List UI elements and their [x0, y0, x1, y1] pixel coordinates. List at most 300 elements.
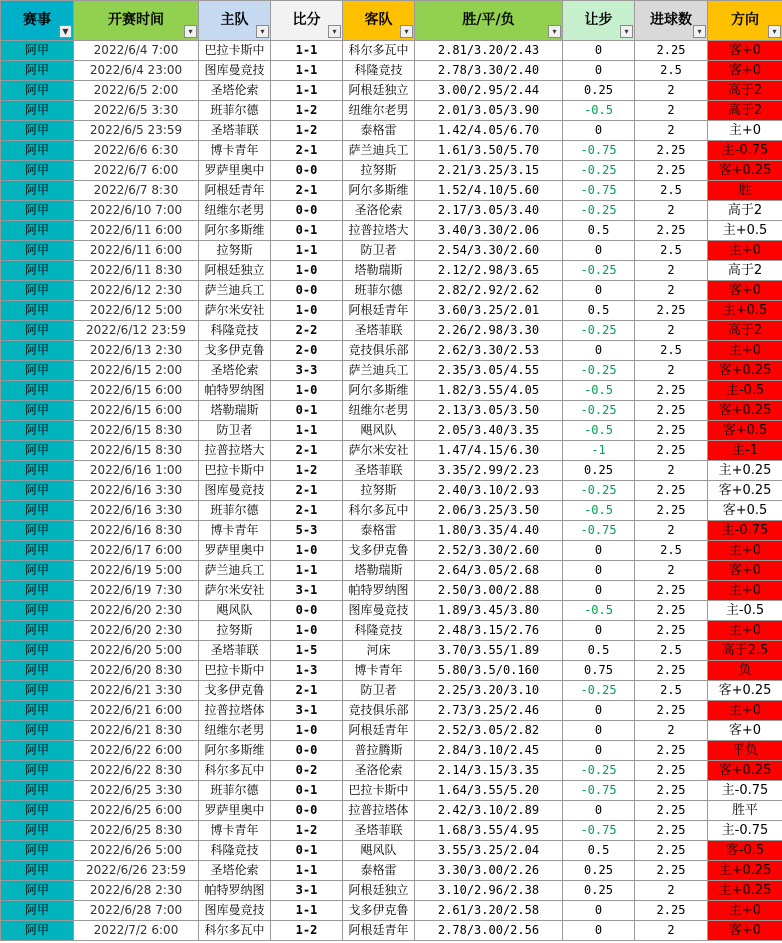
cell-direction[interactable]: 主-1	[708, 441, 782, 461]
cell-time[interactable]: 2022/7/2 6:00	[74, 921, 199, 941]
cell-direction[interactable]: 主+0	[708, 901, 782, 921]
cell-away-team[interactable]: 圣洛伦索	[343, 201, 415, 221]
cell-score[interactable]: 1-5	[271, 641, 343, 661]
cell-handicap[interactable]: -0.25	[563, 361, 635, 381]
cell-goals[interactable]: 2.25	[635, 381, 708, 401]
cell-odds[interactable]: 2.26/2.98/3.30	[415, 321, 563, 341]
cell-goals[interactable]: 2	[635, 921, 708, 941]
cell-match[interactable]: 阿甲	[1, 81, 74, 101]
cell-handicap[interactable]: -0.5	[563, 501, 635, 521]
cell-odds[interactable]: 2.81/3.20/2.43	[415, 41, 563, 61]
cell-match[interactable]: 阿甲	[1, 521, 74, 541]
cell-odds[interactable]: 2.25/3.20/3.10	[415, 681, 563, 701]
cell-direction[interactable]: 客+0	[708, 41, 782, 61]
cell-odds[interactable]: 1.42/4.05/6.70	[415, 121, 563, 141]
cell-home-team[interactable]: 博卡青年	[199, 141, 271, 161]
cell-time[interactable]: 2022/6/21 8:30	[74, 721, 199, 741]
cell-goals[interactable]: 2	[635, 281, 708, 301]
cell-goals[interactable]: 2.5	[635, 541, 708, 561]
cell-handicap[interactable]: -0.75	[563, 521, 635, 541]
cell-home-team[interactable]: 班菲尔德	[199, 781, 271, 801]
cell-goals[interactable]: 2.25	[635, 301, 708, 321]
cell-goals[interactable]: 2.5	[635, 181, 708, 201]
cell-time[interactable]: 2022/6/20 2:30	[74, 601, 199, 621]
cell-odds[interactable]: 2.05/3.40/3.35	[415, 421, 563, 441]
cell-time[interactable]: 2022/6/7 8:30	[74, 181, 199, 201]
cell-handicap[interactable]: 0.75	[563, 661, 635, 681]
cell-direction[interactable]: 主+0	[708, 541, 782, 561]
cell-home-team[interactable]: 飓风队	[199, 601, 271, 621]
cell-away-team[interactable]: 竞技俱乐部	[343, 341, 415, 361]
cell-goals[interactable]: 2.5	[635, 341, 708, 361]
cell-away-team[interactable]: 塔勒瑞斯	[343, 261, 415, 281]
cell-home-team[interactable]: 戈多伊克鲁	[199, 681, 271, 701]
cell-direction[interactable]: 高于2	[708, 201, 782, 221]
cell-time[interactable]: 2022/6/4 7:00	[74, 41, 199, 61]
cell-direction[interactable]: 高于2	[708, 101, 782, 121]
cell-time[interactable]: 2022/6/26 5:00	[74, 841, 199, 861]
cell-goals[interactable]: 2.25	[635, 501, 708, 521]
cell-odds[interactable]: 2.62/3.30/2.53	[415, 341, 563, 361]
cell-score[interactable]: 1-0	[271, 261, 343, 281]
cell-handicap[interactable]: -1	[563, 441, 635, 461]
cell-match[interactable]: 阿甲	[1, 921, 74, 941]
cell-odds[interactable]: 2.73/3.25/2.46	[415, 701, 563, 721]
cell-time[interactable]: 2022/6/15 8:30	[74, 441, 199, 461]
cell-score[interactable]: 1-2	[271, 461, 343, 481]
cell-goals[interactable]: 2.25	[635, 581, 708, 601]
cell-handicap[interactable]: -0.25	[563, 321, 635, 341]
cell-handicap[interactable]: 0	[563, 41, 635, 61]
cell-goals[interactable]: 2.25	[635, 221, 708, 241]
cell-handicap[interactable]: 0	[563, 921, 635, 941]
chevron-down-icon[interactable]: ▾	[768, 25, 781, 38]
cell-match[interactable]: 阿甲	[1, 881, 74, 901]
cell-away-team[interactable]: 拉普拉塔大	[343, 221, 415, 241]
chevron-down-icon[interactable]: ▾	[548, 25, 561, 38]
cell-home-team[interactable]: 班菲尔德	[199, 101, 271, 121]
cell-away-team[interactable]: 圣洛伦索	[343, 761, 415, 781]
cell-odds[interactable]: 1.47/4.15/6.30	[415, 441, 563, 461]
cell-score[interactable]: 2-2	[271, 321, 343, 341]
cell-match[interactable]: 阿甲	[1, 361, 74, 381]
cell-handicap[interactable]: -0.25	[563, 201, 635, 221]
filter-funnel-icon[interactable]: ▼	[59, 25, 72, 38]
cell-handicap[interactable]: 0	[563, 701, 635, 721]
cell-odds[interactable]: 2.48/3.15/2.76	[415, 621, 563, 641]
cell-match[interactable]: 阿甲	[1, 241, 74, 261]
cell-score[interactable]: 0-0	[271, 741, 343, 761]
cell-score[interactable]: 1-1	[271, 241, 343, 261]
cell-match[interactable]: 阿甲	[1, 541, 74, 561]
cell-home-team[interactable]: 巴拉卡斯中	[199, 461, 271, 481]
cell-direction[interactable]: 主-0.5	[708, 601, 782, 621]
cell-time[interactable]: 2022/6/12 23:59	[74, 321, 199, 341]
cell-handicap[interactable]: -0.5	[563, 601, 635, 621]
cell-away-team[interactable]: 阿根廷青年	[343, 301, 415, 321]
cell-time[interactable]: 2022/6/16 8:30	[74, 521, 199, 541]
cell-score[interactable]: 1-1	[271, 81, 343, 101]
cell-score[interactable]: 0-0	[271, 281, 343, 301]
cell-handicap[interactable]: -0.25	[563, 161, 635, 181]
cell-score[interactable]: 2-1	[271, 181, 343, 201]
cell-away-team[interactable]: 拉努斯	[343, 481, 415, 501]
cell-handicap[interactable]: 0	[563, 801, 635, 821]
cell-goals[interactable]: 2	[635, 201, 708, 221]
cell-odds[interactable]: 2.40/3.10/2.93	[415, 481, 563, 501]
cell-away-team[interactable]: 泰格雷	[343, 521, 415, 541]
cell-match[interactable]: 阿甲	[1, 401, 74, 421]
cell-score[interactable]: 0-1	[271, 221, 343, 241]
cell-away-team[interactable]: 圣塔菲联	[343, 321, 415, 341]
cell-time[interactable]: 2022/6/15 2:00	[74, 361, 199, 381]
cell-score[interactable]: 3-1	[271, 701, 343, 721]
cell-match[interactable]: 阿甲	[1, 501, 74, 521]
cell-away-team[interactable]: 科尔多瓦中	[343, 41, 415, 61]
cell-direction[interactable]: 高于2.5	[708, 641, 782, 661]
cell-odds[interactable]: 2.21/3.25/3.15	[415, 161, 563, 181]
cell-score[interactable]: 2-1	[271, 681, 343, 701]
cell-away-team[interactable]: 防卫者	[343, 681, 415, 701]
cell-home-team[interactable]: 巴拉卡斯中	[199, 41, 271, 61]
cell-goals[interactable]: 2.25	[635, 901, 708, 921]
cell-home-team[interactable]: 纽维尔老男	[199, 721, 271, 741]
cell-score[interactable]: 0-0	[271, 161, 343, 181]
cell-home-team[interactable]: 帕特罗纳图	[199, 881, 271, 901]
cell-odds[interactable]: 2.35/3.05/4.55	[415, 361, 563, 381]
cell-home-team[interactable]: 戈多伊克鲁	[199, 341, 271, 361]
cell-time[interactable]: 2022/6/11 8:30	[74, 261, 199, 281]
cell-away-team[interactable]: 拉努斯	[343, 161, 415, 181]
cell-score[interactable]: 0-2	[271, 761, 343, 781]
cell-match[interactable]: 阿甲	[1, 381, 74, 401]
cell-home-team[interactable]: 萨尔米安社	[199, 301, 271, 321]
cell-score[interactable]: 1-0	[271, 621, 343, 641]
cell-odds[interactable]: 2.82/2.92/2.62	[415, 281, 563, 301]
cell-home-team[interactable]: 拉普拉塔大	[199, 441, 271, 461]
cell-home-team[interactable]: 阿根廷独立	[199, 261, 271, 281]
cell-away-team[interactable]: 阿尔多斯维	[343, 181, 415, 201]
cell-match[interactable]: 阿甲	[1, 61, 74, 81]
cell-direction[interactable]: 胜	[708, 181, 782, 201]
cell-handicap[interactable]: -0.25	[563, 681, 635, 701]
cell-handicap[interactable]: 0	[563, 61, 635, 81]
cell-away-team[interactable]: 拉普拉塔体	[343, 801, 415, 821]
cell-odds[interactable]: 2.54/3.30/2.60	[415, 241, 563, 261]
cell-time[interactable]: 2022/6/10 7:00	[74, 201, 199, 221]
cell-match[interactable]: 阿甲	[1, 141, 74, 161]
cell-match[interactable]: 阿甲	[1, 841, 74, 861]
cell-score[interactable]: 3-1	[271, 881, 343, 901]
cell-match[interactable]: 阿甲	[1, 641, 74, 661]
cell-odds[interactable]: 3.60/3.25/2.01	[415, 301, 563, 321]
cell-odds[interactable]: 3.00/2.95/2.44	[415, 81, 563, 101]
cell-home-team[interactable]: 萨兰迪兵工	[199, 561, 271, 581]
cell-away-team[interactable]: 帕特罗纳图	[343, 581, 415, 601]
cell-odds[interactable]: 1.61/3.50/5.70	[415, 141, 563, 161]
cell-direction[interactable]: 主+0	[708, 581, 782, 601]
cell-home-team[interactable]: 博卡青年	[199, 821, 271, 841]
cell-home-team[interactable]: 拉努斯	[199, 241, 271, 261]
cell-odds[interactable]: 3.70/3.55/1.89	[415, 641, 563, 661]
cell-time[interactable]: 2022/6/13 2:30	[74, 341, 199, 361]
cell-goals[interactable]: 2.5	[635, 241, 708, 261]
cell-time[interactable]: 2022/6/25 6:00	[74, 801, 199, 821]
cell-odds[interactable]: 1.68/3.55/4.95	[415, 821, 563, 841]
cell-time[interactable]: 2022/6/28 7:00	[74, 901, 199, 921]
cell-odds[interactable]: 2.17/3.05/3.40	[415, 201, 563, 221]
cell-handicap[interactable]: 0	[563, 741, 635, 761]
cell-home-team[interactable]: 圣塔伦索	[199, 361, 271, 381]
cell-goals[interactable]: 2.25	[635, 421, 708, 441]
cell-home-team[interactable]: 科隆竞技	[199, 841, 271, 861]
cell-score[interactable]: 1-0	[271, 381, 343, 401]
cell-odds[interactable]: 2.64/3.05/2.68	[415, 561, 563, 581]
cell-away-team[interactable]: 普拉腾斯	[343, 741, 415, 761]
cell-home-team[interactable]: 帕特罗纳图	[199, 381, 271, 401]
cell-score[interactable]: 0-1	[271, 841, 343, 861]
cell-time[interactable]: 2022/6/22 8:30	[74, 761, 199, 781]
cell-match[interactable]: 阿甲	[1, 681, 74, 701]
cell-handicap[interactable]: 0.5	[563, 221, 635, 241]
cell-home-team[interactable]: 圣塔伦索	[199, 81, 271, 101]
cell-away-team[interactable]: 阿根廷独立	[343, 881, 415, 901]
cell-away-team[interactable]: 竞技俱乐部	[343, 701, 415, 721]
column-header-match[interactable]	[1, 1, 74, 41]
cell-direction[interactable]: 客+0.25	[708, 681, 782, 701]
cell-score[interactable]: 1-1	[271, 61, 343, 81]
cell-direction[interactable]: 客-0.5	[708, 841, 782, 861]
cell-match[interactable]: 阿甲	[1, 221, 74, 241]
cell-odds[interactable]: 2.50/3.00/2.88	[415, 581, 563, 601]
cell-handicap[interactable]: 0.25	[563, 861, 635, 881]
cell-time[interactable]: 2022/6/25 8:30	[74, 821, 199, 841]
cell-time[interactable]: 2022/6/7 6:00	[74, 161, 199, 181]
cell-direction[interactable]: 平负	[708, 741, 782, 761]
cell-goals[interactable]: 2.25	[635, 401, 708, 421]
cell-direction[interactable]: 主+0	[708, 341, 782, 361]
cell-goals[interactable]: 2	[635, 81, 708, 101]
cell-goals[interactable]: 2.25	[635, 701, 708, 721]
cell-time[interactable]: 2022/6/15 8:30	[74, 421, 199, 441]
cell-match[interactable]: 阿甲	[1, 461, 74, 481]
cell-handicap[interactable]: 0	[563, 621, 635, 641]
cell-odds[interactable]: 2.01/3.05/3.90	[415, 101, 563, 121]
cell-direction[interactable]: 主-0.75	[708, 521, 782, 541]
cell-odds[interactable]: 1.82/3.55/4.05	[415, 381, 563, 401]
cell-handicap[interactable]: 0	[563, 241, 635, 261]
cell-away-team[interactable]: 科隆竞技	[343, 621, 415, 641]
cell-direction[interactable]: 主+0	[708, 241, 782, 261]
cell-score[interactable]: 2-0	[271, 341, 343, 361]
cell-handicap[interactable]: 0.25	[563, 81, 635, 101]
cell-score[interactable]: 2-1	[271, 141, 343, 161]
cell-score[interactable]: 0-1	[271, 401, 343, 421]
cell-time[interactable]: 2022/6/26 23:59	[74, 861, 199, 881]
cell-home-team[interactable]: 阿尔多斯维	[199, 221, 271, 241]
cell-away-team[interactable]: 萨兰迪兵工	[343, 141, 415, 161]
cell-score[interactable]: 1-0	[271, 301, 343, 321]
cell-odds[interactable]: 1.89/3.45/3.80	[415, 601, 563, 621]
cell-score[interactable]: 1-1	[271, 41, 343, 61]
cell-goals[interactable]: 2	[635, 321, 708, 341]
cell-score[interactable]: 3-1	[271, 581, 343, 601]
cell-score[interactable]: 1-1	[271, 421, 343, 441]
cell-direction[interactable]: 主+0.25	[708, 881, 782, 901]
cell-goals[interactable]: 2.25	[635, 861, 708, 881]
cell-home-team[interactable]: 塔勒瑞斯	[199, 401, 271, 421]
cell-direction[interactable]: 主-0.75	[708, 141, 782, 161]
cell-match[interactable]: 阿甲	[1, 761, 74, 781]
cell-handicap[interactable]: 0	[563, 581, 635, 601]
cell-time[interactable]: 2022/6/21 3:30	[74, 681, 199, 701]
cell-direction[interactable]: 高于2	[708, 261, 782, 281]
cell-home-team[interactable]: 萨兰迪兵工	[199, 281, 271, 301]
cell-time[interactable]: 2022/6/12 5:00	[74, 301, 199, 321]
cell-goals[interactable]: 2.25	[635, 801, 708, 821]
column-header-time[interactable]	[74, 1, 199, 41]
cell-away-team[interactable]: 巴拉卡斯中	[343, 781, 415, 801]
column-header-handicap[interactable]	[563, 1, 635, 41]
cell-away-team[interactable]: 阿根廷青年	[343, 921, 415, 941]
cell-odds[interactable]: 5.80/3.5/0.160	[415, 661, 563, 681]
cell-goals[interactable]: 2.25	[635, 141, 708, 161]
column-header-score[interactable]	[271, 1, 343, 41]
chevron-down-icon[interactable]: ▾	[184, 25, 197, 38]
cell-handicap[interactable]: -0.5	[563, 101, 635, 121]
cell-home-team[interactable]: 罗萨里奥中	[199, 801, 271, 821]
cell-away-team[interactable]: 防卫者	[343, 241, 415, 261]
column-header-goals[interactable]	[635, 1, 708, 41]
cell-match[interactable]: 阿甲	[1, 781, 74, 801]
cell-handicap[interactable]: 0.5	[563, 641, 635, 661]
cell-direction[interactable]: 客+0.5	[708, 421, 782, 441]
cell-score[interactable]: 0-0	[271, 601, 343, 621]
cell-direction[interactable]: 客+0.25	[708, 761, 782, 781]
cell-away-team[interactable]: 博卡青年	[343, 661, 415, 681]
cell-direction[interactable]: 主+0.5	[708, 301, 782, 321]
cell-score[interactable]: 5-3	[271, 521, 343, 541]
cell-match[interactable]: 阿甲	[1, 901, 74, 921]
cell-handicap[interactable]: -0.25	[563, 261, 635, 281]
cell-handicap[interactable]: -0.5	[563, 381, 635, 401]
cell-match[interactable]: 阿甲	[1, 321, 74, 341]
cell-goals[interactable]: 2.25	[635, 781, 708, 801]
cell-match[interactable]: 阿甲	[1, 101, 74, 121]
cell-time[interactable]: 2022/6/16 3:30	[74, 481, 199, 501]
cell-goals[interactable]: 2	[635, 881, 708, 901]
cell-direction[interactable]: 主+0.5	[708, 221, 782, 241]
cell-time[interactable]: 2022/6/16 1:00	[74, 461, 199, 481]
cell-time[interactable]: 2022/6/17 6:00	[74, 541, 199, 561]
cell-goals[interactable]: 2.25	[635, 821, 708, 841]
cell-handicap[interactable]: 0	[563, 561, 635, 581]
cell-away-team[interactable]: 阿根廷青年	[343, 721, 415, 741]
cell-time[interactable]: 2022/6/5 23:59	[74, 121, 199, 141]
cell-score[interactable]: 1-2	[271, 121, 343, 141]
cell-odds[interactable]: 3.10/2.96/2.38	[415, 881, 563, 901]
cell-handicap[interactable]: 0	[563, 341, 635, 361]
cell-match[interactable]: 阿甲	[1, 421, 74, 441]
column-header-odds[interactable]	[415, 1, 563, 41]
cell-odds[interactable]: 2.78/3.30/2.40	[415, 61, 563, 81]
cell-score[interactable]: 3-3	[271, 361, 343, 381]
cell-goals[interactable]: 2	[635, 721, 708, 741]
cell-direction[interactable]: 胜平	[708, 801, 782, 821]
cell-match[interactable]: 阿甲	[1, 721, 74, 741]
cell-handicap[interactable]: -0.25	[563, 401, 635, 421]
cell-away-team[interactable]: 戈多伊克鲁	[343, 901, 415, 921]
cell-match[interactable]: 阿甲	[1, 561, 74, 581]
cell-goals[interactable]: 2.25	[635, 741, 708, 761]
cell-goals[interactable]: 2.25	[635, 161, 708, 181]
cell-time[interactable]: 2022/6/22 6:00	[74, 741, 199, 761]
cell-goals[interactable]: 2.25	[635, 41, 708, 61]
cell-match[interactable]: 阿甲	[1, 161, 74, 181]
cell-odds[interactable]: 2.42/3.10/2.89	[415, 801, 563, 821]
cell-home-team[interactable]: 博卡青年	[199, 521, 271, 541]
cell-away-team[interactable]: 萨尔米安社	[343, 441, 415, 461]
cell-match[interactable]: 阿甲	[1, 181, 74, 201]
cell-home-team[interactable]: 萨尔米安社	[199, 581, 271, 601]
cell-direction[interactable]: 主-0.5	[708, 381, 782, 401]
cell-match[interactable]: 阿甲	[1, 481, 74, 501]
cell-match[interactable]: 阿甲	[1, 741, 74, 761]
cell-direction[interactable]: 客+0.5	[708, 501, 782, 521]
cell-match[interactable]: 阿甲	[1, 821, 74, 841]
cell-home-team[interactable]: 防卫者	[199, 421, 271, 441]
cell-time[interactable]: 2022/6/11 6:00	[74, 241, 199, 261]
cell-time[interactable]: 2022/6/25 3:30	[74, 781, 199, 801]
cell-odds[interactable]: 1.80/3.35/4.40	[415, 521, 563, 541]
cell-direction[interactable]: 高于2	[708, 81, 782, 101]
column-header-home[interactable]	[199, 1, 271, 41]
cell-time[interactable]: 2022/6/4 23:00	[74, 61, 199, 81]
cell-goals[interactable]: 2.25	[635, 841, 708, 861]
cell-direction[interactable]: 客+0	[708, 721, 782, 741]
cell-match[interactable]: 阿甲	[1, 661, 74, 681]
cell-odds[interactable]: 1.64/3.55/5.20	[415, 781, 563, 801]
column-header-direction[interactable]	[708, 1, 782, 41]
cell-time[interactable]: 2022/6/28 2:30	[74, 881, 199, 901]
cell-home-team[interactable]: 图库曼竞技	[199, 481, 271, 501]
cell-direction[interactable]: 主-0.75	[708, 821, 782, 841]
cell-score[interactable]: 1-1	[271, 561, 343, 581]
cell-time[interactable]: 2022/6/6 6:30	[74, 141, 199, 161]
cell-match[interactable]: 阿甲	[1, 621, 74, 641]
cell-direction[interactable]: 主+0.25	[708, 461, 782, 481]
cell-handicap[interactable]: -0.25	[563, 761, 635, 781]
cell-goals[interactable]: 2.25	[635, 441, 708, 461]
cell-handicap[interactable]: -0.75	[563, 181, 635, 201]
cell-goals[interactable]: 2.5	[635, 61, 708, 81]
cell-match[interactable]: 阿甲	[1, 701, 74, 721]
cell-away-team[interactable]: 科尔多瓦中	[343, 501, 415, 521]
cell-time[interactable]: 2022/6/19 5:00	[74, 561, 199, 581]
cell-odds[interactable]: 2.84/3.10/2.45	[415, 741, 563, 761]
cell-odds[interactable]: 3.35/2.99/2.23	[415, 461, 563, 481]
cell-direction[interactable]: 主+0	[708, 621, 782, 641]
cell-direction[interactable]: 主+0	[708, 701, 782, 721]
cell-time[interactable]: 2022/6/19 7:30	[74, 581, 199, 601]
cell-match[interactable]: 阿甲	[1, 581, 74, 601]
cell-time[interactable]: 2022/6/5 2:00	[74, 81, 199, 101]
cell-home-team[interactable]: 班菲尔德	[199, 501, 271, 521]
cell-time[interactable]: 2022/6/11 6:00	[74, 221, 199, 241]
cell-away-team[interactable]: 泰格雷	[343, 861, 415, 881]
cell-handicap[interactable]: 0.5	[563, 841, 635, 861]
cell-away-team[interactable]: 阿根廷独立	[343, 81, 415, 101]
